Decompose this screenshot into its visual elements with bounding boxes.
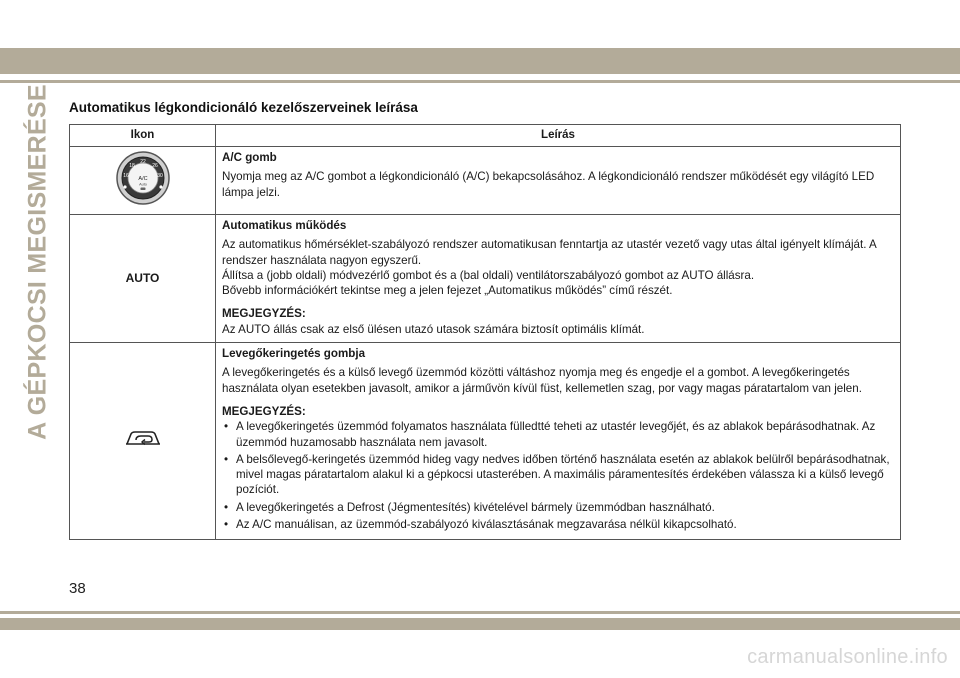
header-stripe (0, 48, 960, 74)
note-bullet-list (222, 419, 894, 532)
column-header-icon: Ikon (70, 125, 216, 147)
row-title: Levegőkeringetés gombja (222, 347, 366, 361)
row-paragraph: Nyomja meg az A/C gombot a légkondicionáló (A/C) bekapcsolásához. A légkondicionáló rendszer működését egy világító LED lámpa jelzi. (222, 170, 875, 199)
page-number: 38 (69, 580, 86, 597)
list-item: • A levegőkeringetés a Defrost (Jégmentesítés) kivételével bármely üzemmódban használható. (224, 500, 715, 514)
knob-label-left2: 16 (122, 173, 129, 180)
list-item: • A levegőkeringetés üzemmód folyamatos használata fülledtté teheti az utastér levegőjét, és az ablakok bepárásodhatnak. Az üzemmód huzamosabb használata nem javasolt. (224, 420, 876, 449)
icon-cell (70, 343, 216, 540)
icon-cell (70, 147, 216, 215)
header-divider (0, 80, 960, 83)
table-row (70, 147, 901, 215)
row-paragraph: Állítsa a (jobb oldali) módvezérlő gombot és a (bal oldali) ventilátorszabályozó gombot az AUTO állásra. (222, 268, 755, 282)
chapter-side-title: A GÉPKOCSI MEGISMERÉSE (23, 84, 52, 440)
row-paragraph: A levegőkeringetés és a külső levegő üzemmód közötti váltáshoz nyomja meg és engedje el a gombot. A levegőkeringetés használata olyan esetekben javasolt, amikor a járművön kívül füst, kellemetlen szag, por vagy magas páratartalom van jelen. (222, 366, 862, 395)
bullet-text: A belsőlevegő-keringetés üzemmód hideg vagy nedves időben történő használata esetén az ablakok belülről bepárásodhatnak, mivel magas páratartalom alakul ki a gépkocsi utasterében. A maximális páramentesítés érdekében válassza ki a külső levegő pozíciót. (236, 452, 890, 497)
table-row (70, 343, 901, 540)
controls-table (69, 124, 901, 540)
footer-divider (0, 611, 960, 614)
knob-label-center2: Auto (138, 182, 147, 187)
description-cell (216, 147, 901, 215)
knob-label-center: A/C (137, 176, 148, 183)
knob-label-right1: 26 (151, 163, 158, 170)
bullet-text: A levegőkeringetés a Defrost (Jégmentesítés) kivételével bármely üzemmódban használható. (236, 500, 715, 514)
section-title: Automatikus légkondicionáló kezelőszerveinek leírása (69, 100, 418, 115)
icon-cell (70, 215, 216, 343)
description-cell (216, 343, 901, 540)
note-text: Az AUTO állás csak az első ülésen utazó utasok számára biztosít optimális klímát. (222, 322, 645, 336)
list-item: • A belsőlevegő-keringetés üzemmód hideg vagy nedves időben történő használata esetén az ablakok belülről bepárásodhatnak, mivel magas páratartalom alakul ki a gépkocsi utasterében. A maximális páramentesítés érdekében válassza ki a külső levegő pozíciót. (224, 452, 890, 497)
row-title: Automatikus működés (222, 219, 347, 232)
table-header-row (70, 125, 901, 147)
knob-label-top: 22 (139, 159, 146, 166)
footer-stripe (0, 618, 960, 630)
note-title: MEGJEGYZÉS: (222, 307, 306, 321)
note-title: MEGJEGYZÉS: (222, 404, 306, 418)
row-paragraph: Bővebb információkért tekintse meg a jelen fejezet „Automatikus működés” című részét. (222, 284, 673, 298)
row-paragraph: Az automatikus hőmérséklet-szabályozó rendszer automatikusan fenntartja az utastér vezető vagy utas által igényelt klímáját. A rendszer használata nagyon egyszerű. (222, 238, 877, 267)
knob-label-left1: 18 (128, 163, 135, 170)
list-item: • Az A/C manuálisan, az üzemmód-szabályozó kiválasztásának megzavarása nélkül kikapcsolható. (224, 518, 737, 532)
ac-knob-icon (115, 150, 171, 206)
description-cell (216, 215, 901, 343)
auto-label-icon: AUTO (125, 270, 160, 285)
row-title: A/C gomb (222, 151, 277, 164)
watermark-text: carmanualsonline.info (747, 646, 948, 668)
bullet-text: Az A/C manuálisan, az üzemmód-szabályozó kiválasztásának megzavarása nélkül kikapcsolható. (236, 518, 737, 532)
recirculation-icon (124, 429, 162, 449)
table-row (70, 215, 901, 343)
knob-label-right2: 30 (156, 173, 163, 180)
bullet-text: A levegőkeringetés üzemmód folyamatos használata fülledtté teheti az utastér levegőjét, és az ablakok bepárásodhatnak. Az üzemmód huzamosabb használata nem javasolt. (236, 420, 876, 449)
column-header-description: Leírás (216, 125, 901, 147)
